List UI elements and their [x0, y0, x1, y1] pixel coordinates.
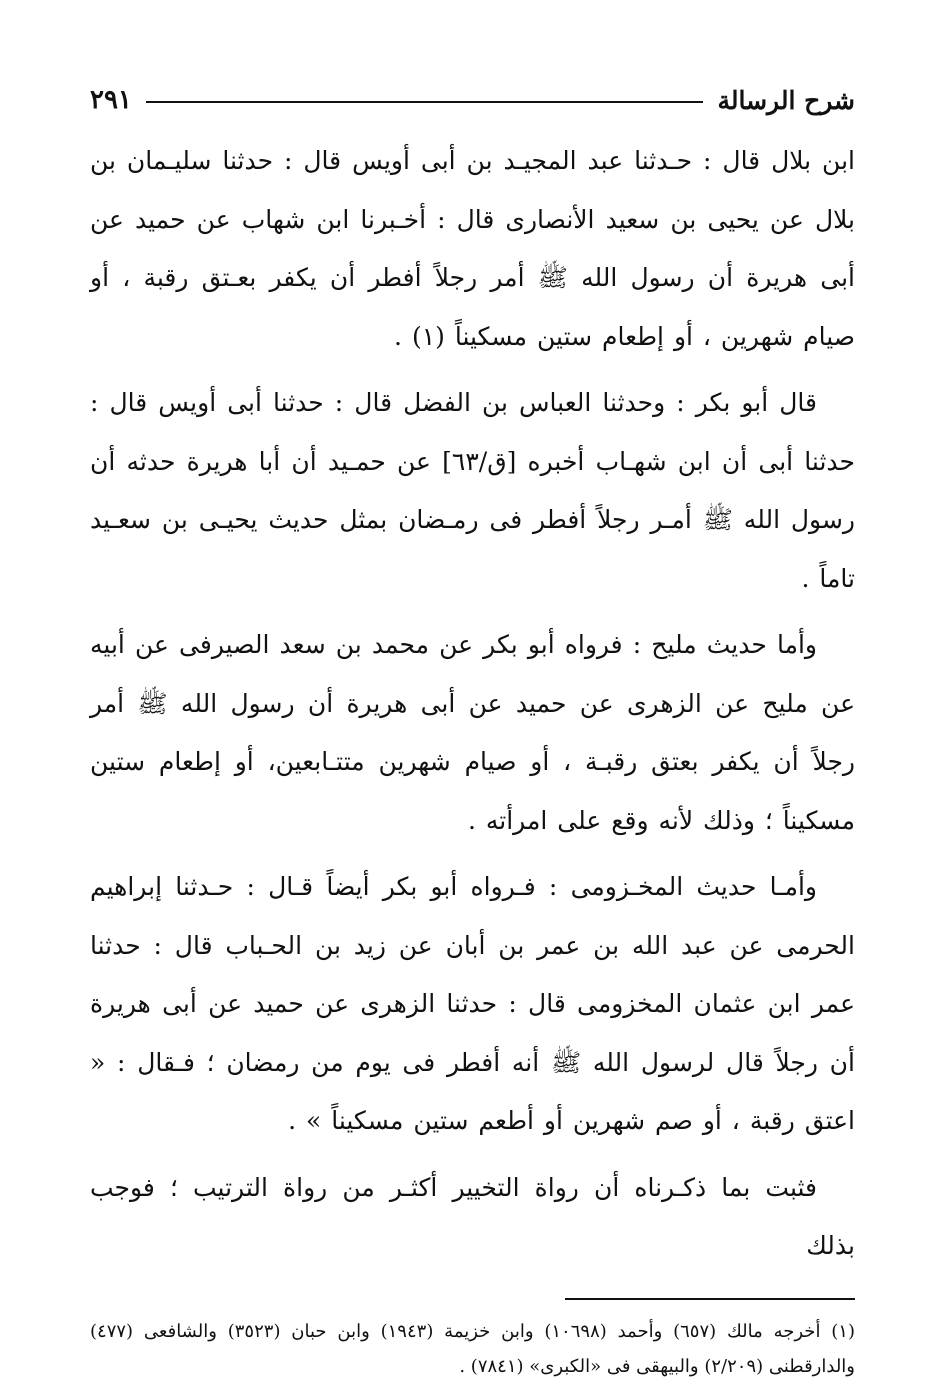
- footnote: (١) أخرجه مالك (٦٥٧) وأحمد (١٠٦٩٨) وابن خزيمة (١٩٤٣) وابن حبان (٣٥٢٣) والشافعى (٤٧٧) والدارقطنى (٢/٢٠٩) والبيهقى فى «الكبرى» (٧٨٤١) .: [90, 1320, 855, 1377]
- paragraph-5: فثبت بما ذكـرناه أن رواة التخيير أكثـر من رواة الترتيب ؛ فوجب بذلك: [90, 1172, 855, 1260]
- running-header: [90, 78, 855, 122]
- paragraph-4: وأمـا حديث المخـزومى : فـرواه أبو بكر أيضاً قـال : حـدثنا إبراهيم الحرمى عن عبد الله بن عمر بن أبان عن زيد بن الحـباب قال : حدثنا عمر ابن عثمان المخزومى قال : حدثنا الزهرى عن حميد عن أبى هريرة أن رجلاً قال لرسول الله ﷺ أنه أفطر فى يوم من رمضان ؛ فـقال : « اعتق رقبة ، أو صم شهرين أو أطعم ستين مسكيناً » .: [90, 872, 855, 1135]
- header-rule: [146, 101, 704, 103]
- footnote-separator: [565, 1298, 855, 1300]
- paragraph-3: وأما حديث مليح : فرواه أبو بكر عن محمد بن سعد الصيرفى عن أبيه عن مليح عن الزهرى عن حميد عن أبى هريرة أن رسول الله ﷺ أمر رجلاً أن يكفر بعتق رقبـة ، أو صيام شهرين متتـابعين، أو إطعام ستين مسكيناً ؛ وذلك لأنه وقع على امرأته .: [90, 630, 855, 835]
- main-text: [90, 132, 855, 1276]
- page-number: ٢٩١: [90, 85, 132, 115]
- book-page: [90, 78, 855, 1384]
- paragraph-2: قال أبو بكر : وحدثنا العباس بن الفضل قال : حدثنا أبى أويس قال : حدثنا أبى أن ابن شهـاب أخبره [ق/٦٣] عن حمـيد أن أبا هريرة حدثه أن رسول الله ﷺ أمـر رجلاً أفطر فى رمـضان بمثل حديث يحيـى بن سعـيد تاماً .: [90, 388, 856, 593]
- running-title: شرح الرسالة: [717, 85, 855, 115]
- paragraph-1: ابن بلال قال : حـدثنا عبد المجيـد بن أبى أويس قال : حدثنا سليـمان بن بلال عن يحيى بن سعيد الأنصارى قال : أخـبرنا ابن شهاب عن حميد عن أبى هريرة أن رسول الله ﷺ أمر رجلاً أفطر أن يكفر بعـتق رقبة ، أو صيام شهرين ، أو إطعام ستين مسكيناً (١) .: [90, 146, 855, 351]
